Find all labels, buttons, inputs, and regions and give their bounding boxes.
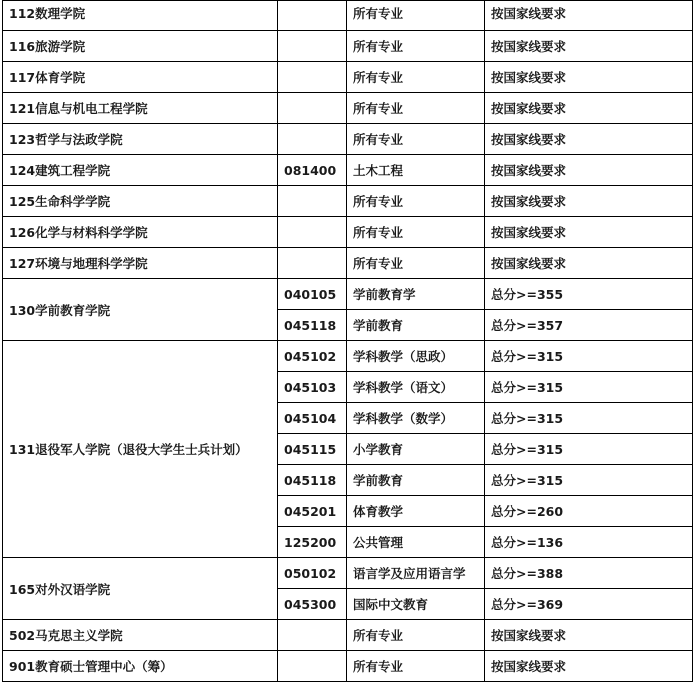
college-cell: 131退役军人学院（退役大学生士兵计划） bbox=[3, 341, 278, 558]
requirement-cell: 总分>=136 bbox=[485, 527, 693, 558]
major-code-cell bbox=[278, 248, 347, 279]
table-row bbox=[3, 279, 693, 310]
major-name-cell: 所有专业 bbox=[347, 62, 485, 93]
college-cell: 125生命科学学院 bbox=[3, 186, 278, 217]
requirement-cell: 按国家线要求 bbox=[485, 93, 693, 124]
major-code-cell: 045118 bbox=[278, 310, 347, 341]
major-code-cell: 050102 bbox=[278, 558, 347, 589]
college-cell: 127环境与地理科学学院 bbox=[3, 248, 278, 279]
table-row bbox=[3, 217, 693, 248]
table-row bbox=[3, 620, 693, 651]
major-name-cell: 所有专业 bbox=[347, 1, 485, 31]
major-code-cell bbox=[278, 62, 347, 93]
major-name-cell: 学前教育 bbox=[347, 310, 485, 341]
college-cell: 117体育学院 bbox=[3, 62, 278, 93]
major-code-cell: 045115 bbox=[278, 434, 347, 465]
major-code-cell bbox=[278, 651, 347, 682]
major-name-cell: 学科教学（数学） bbox=[347, 403, 485, 434]
college-cell: 165对外汉语学院 bbox=[3, 558, 278, 620]
major-code-cell bbox=[278, 31, 347, 62]
major-code-cell: 045104 bbox=[278, 403, 347, 434]
major-code-cell: 045103 bbox=[278, 372, 347, 403]
college-cell: 502马克思主义学院 bbox=[3, 620, 278, 651]
major-code-cell: 040105 bbox=[278, 279, 347, 310]
table-row bbox=[3, 31, 693, 62]
major-code-cell bbox=[278, 124, 347, 155]
college-cell: 130学前教育学院 bbox=[3, 279, 278, 341]
college-cell: 126化学与材料科学学院 bbox=[3, 217, 278, 248]
major-code-cell: 045102 bbox=[278, 341, 347, 372]
college-cell: 121信息与机电工程学院 bbox=[3, 93, 278, 124]
requirement-cell: 按国家线要求 bbox=[485, 124, 693, 155]
requirement-cell: 按国家线要求 bbox=[485, 248, 693, 279]
major-code-cell bbox=[278, 217, 347, 248]
admission-score-table bbox=[2, 0, 693, 682]
major-name-cell: 所有专业 bbox=[347, 31, 485, 62]
table-row bbox=[3, 651, 693, 682]
major-name-cell: 所有专业 bbox=[347, 651, 485, 682]
major-name-cell: 所有专业 bbox=[347, 217, 485, 248]
major-code-cell: 045201 bbox=[278, 496, 347, 527]
major-name-cell: 所有专业 bbox=[347, 124, 485, 155]
major-code-cell: 045118 bbox=[278, 465, 347, 496]
requirement-cell: 按国家线要求 bbox=[485, 217, 693, 248]
major-name-cell: 土木工程 bbox=[347, 155, 485, 186]
major-code-cell bbox=[278, 186, 347, 217]
major-code-cell: 045300 bbox=[278, 589, 347, 620]
requirement-cell: 总分>=315 bbox=[485, 465, 693, 496]
requirement-cell: 总分>=388 bbox=[485, 558, 693, 589]
major-name-cell: 所有专业 bbox=[347, 620, 485, 651]
requirement-cell: 按国家线要求 bbox=[485, 62, 693, 93]
major-name-cell: 学前教育 bbox=[347, 465, 485, 496]
college-cell: 116旅游学院 bbox=[3, 31, 278, 62]
requirement-cell: 总分>=357 bbox=[485, 310, 693, 341]
table-row bbox=[3, 341, 693, 372]
college-cell: 901教育硕士管理中心（筹） bbox=[3, 651, 278, 682]
major-name-cell: 小学教育 bbox=[347, 434, 485, 465]
requirement-cell: 按国家线要求 bbox=[485, 1, 693, 31]
requirement-cell: 按国家线要求 bbox=[485, 31, 693, 62]
major-code-cell: 081400 bbox=[278, 155, 347, 186]
requirement-cell: 总分>=315 bbox=[485, 434, 693, 465]
college-cell: 112数理学院 bbox=[3, 1, 278, 31]
major-name-cell: 公共管理 bbox=[347, 527, 485, 558]
requirement-cell: 总分>=315 bbox=[485, 372, 693, 403]
major-name-cell: 学前教育学 bbox=[347, 279, 485, 310]
table-row bbox=[3, 93, 693, 124]
major-name-cell: 学科教学（思政） bbox=[347, 341, 485, 372]
requirement-cell: 总分>=315 bbox=[485, 341, 693, 372]
major-name-cell: 体育教学 bbox=[347, 496, 485, 527]
major-name-cell: 所有专业 bbox=[347, 186, 485, 217]
table-row bbox=[3, 155, 693, 186]
major-name-cell: 语言学及应用语言学 bbox=[347, 558, 485, 589]
requirement-cell: 总分>=355 bbox=[485, 279, 693, 310]
table-row bbox=[3, 1, 693, 31]
table-row bbox=[3, 186, 693, 217]
college-cell: 124建筑工程学院 bbox=[3, 155, 278, 186]
table-row bbox=[3, 62, 693, 93]
table-row bbox=[3, 558, 693, 589]
major-code-cell bbox=[278, 93, 347, 124]
requirement-cell: 按国家线要求 bbox=[485, 651, 693, 682]
college-cell: 123哲学与法政学院 bbox=[3, 124, 278, 155]
major-name-cell: 学科教学（语文） bbox=[347, 372, 485, 403]
requirement-cell: 按国家线要求 bbox=[485, 620, 693, 651]
requirement-cell: 总分>=369 bbox=[485, 589, 693, 620]
table-row bbox=[3, 248, 693, 279]
major-name-cell: 国际中文教育 bbox=[347, 589, 485, 620]
major-name-cell: 所有专业 bbox=[347, 248, 485, 279]
table-row bbox=[3, 124, 693, 155]
major-code-cell bbox=[278, 620, 347, 651]
major-name-cell: 所有专业 bbox=[347, 93, 485, 124]
requirement-cell: 按国家线要求 bbox=[485, 186, 693, 217]
major-code-cell: 125200 bbox=[278, 527, 347, 558]
major-code-cell bbox=[278, 1, 347, 31]
requirement-cell: 总分>=260 bbox=[485, 496, 693, 527]
requirement-cell: 总分>=315 bbox=[485, 403, 693, 434]
requirement-cell: 按国家线要求 bbox=[485, 155, 693, 186]
